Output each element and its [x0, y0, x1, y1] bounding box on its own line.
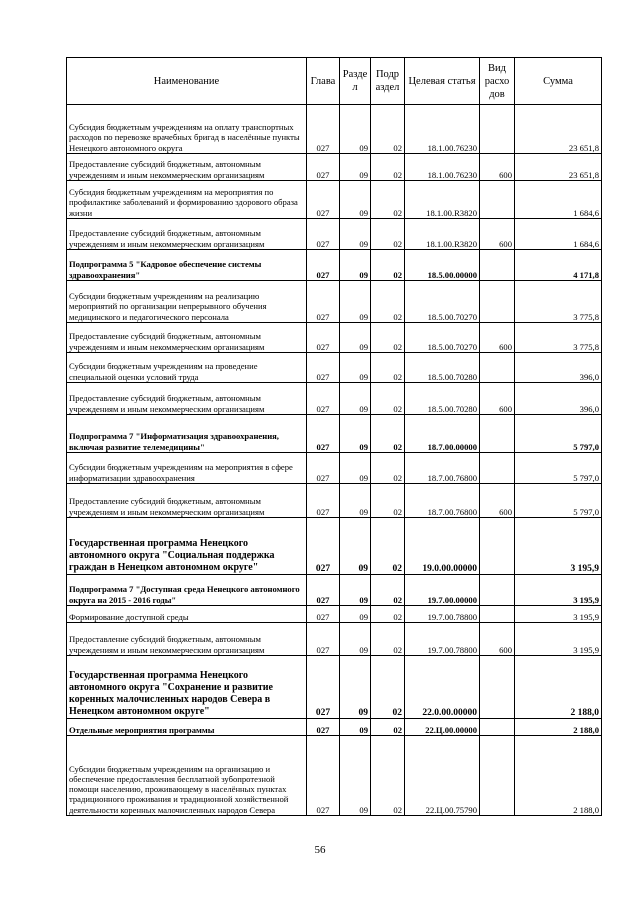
cell-razdel: 09: [340, 719, 371, 736]
cell-summa: 5 797,0: [515, 415, 602, 453]
cell-razdel: 09: [340, 484, 371, 518]
cell-vid: 600: [480, 323, 515, 353]
cell-podrazdel: 02: [371, 719, 405, 736]
cell-razdel: 09: [340, 623, 371, 656]
cell-razdel: 09: [340, 105, 371, 154]
cell-razdel: 09: [340, 415, 371, 453]
cell-vid: 600: [480, 219, 515, 250]
cell-summa: 23 651,8: [515, 154, 602, 181]
cell-name: Подпрограмма 7 "Доступная среда Ненецкого автономного округа на 2015 - 2016 годы": [67, 575, 307, 606]
header-celevaya: Целевая статья: [405, 58, 480, 105]
cell-name: Государственная программа Ненецкого автономного округа "Сохранение и развитие коренных малочисленных народов Севера в Ненецком автономном округе": [67, 656, 307, 719]
cell-podrazdel: 02: [371, 575, 405, 606]
budget-table: [66, 57, 602, 816]
cell-celevaya: 22.0.00.00000: [405, 656, 480, 719]
cell-razdel: 09: [340, 219, 371, 250]
cell-podrazdel: 02: [371, 484, 405, 518]
cell-name: Субсидии бюджетным учреждениям на реализацию мероприятий по организации непрерывного обучения медицинского и педагогического персонала: [67, 281, 307, 323]
cell-celevaya: 19.7.00.78800: [405, 606, 480, 623]
cell-celevaya: 18.1.00.R3820: [405, 219, 480, 250]
table-header-row: [67, 58, 602, 105]
cell-razdel: 09: [340, 575, 371, 606]
cell-summa: 2 188,0: [515, 656, 602, 719]
cell-glava: 027: [307, 656, 340, 719]
table-row: [67, 453, 602, 484]
cell-celevaya: 19.7.00.78800: [405, 623, 480, 656]
table-row-program: [67, 656, 602, 719]
cell-summa: 1 684,6: [515, 219, 602, 250]
table-row: [67, 484, 602, 518]
cell-podrazdel: 02: [371, 281, 405, 323]
cell-summa: 2 188,0: [515, 736, 602, 816]
cell-podrazdel: 02: [371, 518, 405, 575]
cell-vid: [480, 353, 515, 383]
cell-vid: [480, 736, 515, 816]
cell-vid: [480, 105, 515, 154]
cell-razdel: 09: [340, 154, 371, 181]
cell-razdel: 09: [340, 281, 371, 323]
table-row-subprogram: [67, 415, 602, 453]
cell-vid: [480, 575, 515, 606]
cell-vid: [480, 656, 515, 719]
cell-razdel: 09: [340, 518, 371, 575]
header-podrazdel: Подр аздел: [371, 58, 405, 105]
cell-glava: 027: [307, 606, 340, 623]
header-razdel: Разде л: [340, 58, 371, 105]
cell-celevaya: 18.1.00.76230: [405, 154, 480, 181]
cell-vid: 600: [480, 154, 515, 181]
cell-name: Предоставление субсидий бюджетным, автономным учреждениям и иным некоммерческим организациям: [67, 383, 307, 415]
cell-vid: [480, 250, 515, 281]
cell-celevaya: 19.7.00.00000: [405, 575, 480, 606]
cell-glava: 027: [307, 181, 340, 219]
cell-vid: [480, 453, 515, 484]
cell-name: Предоставление субсидий бюджетным, автономным учреждениям и иным некоммерческим организациям: [67, 484, 307, 518]
cell-summa: 5 797,0: [515, 484, 602, 518]
cell-celevaya: 22.Ц.00.00000: [405, 719, 480, 736]
cell-glava: 027: [307, 719, 340, 736]
page-number: 56: [314, 844, 326, 856]
cell-podrazdel: 02: [371, 181, 405, 219]
cell-celevaya: 18.5.00.70280: [405, 383, 480, 415]
table-row-subprogram: [67, 575, 602, 606]
cell-glava: 027: [307, 219, 340, 250]
cell-summa: 23 651,8: [515, 105, 602, 154]
table-row: [67, 606, 602, 623]
table-row: [67, 219, 602, 250]
cell-razdel: 09: [340, 323, 371, 353]
cell-celevaya: 18.5.00.70270: [405, 323, 480, 353]
cell-name: Субсидии бюджетным учреждениям на проведение специальной оценки условий труда: [67, 353, 307, 383]
cell-podrazdel: 02: [371, 353, 405, 383]
cell-glava: 027: [307, 484, 340, 518]
cell-celevaya: 22.Ц.00.75790: [405, 736, 480, 816]
cell-vid: [480, 719, 515, 736]
table-row: [67, 353, 602, 383]
cell-razdel: 09: [340, 250, 371, 281]
cell-podrazdel: 02: [371, 415, 405, 453]
cell-celevaya: 18.1.00.R3820: [405, 181, 480, 219]
cell-glava: 027: [307, 105, 340, 154]
cell-glava: 027: [307, 518, 340, 575]
cell-summa: 3 775,8: [515, 323, 602, 353]
cell-podrazdel: 02: [371, 323, 405, 353]
cell-celevaya: 18.7.00.76800: [405, 484, 480, 518]
cell-name: Государственная программа Ненецкого автономного округа "Социальная поддержка граждан в Ненецком автономном округе": [67, 518, 307, 575]
cell-glava: 027: [307, 623, 340, 656]
cell-celevaya: 18.1.00.76230: [405, 105, 480, 154]
table-row: [67, 281, 602, 323]
cell-name: Формирование доступной среды: [67, 606, 307, 623]
cell-razdel: 09: [340, 656, 371, 719]
cell-name: Предоставление субсидий бюджетным, автономным учреждениям и иным некоммерческим организациям: [67, 219, 307, 250]
table-row: [67, 383, 602, 415]
cell-razdel: 09: [340, 383, 371, 415]
cell-podrazdel: 02: [371, 219, 405, 250]
cell-razdel: 09: [340, 606, 371, 623]
cell-summa: 3 195,9: [515, 518, 602, 575]
cell-celevaya: 18.5.00.00000: [405, 250, 480, 281]
cell-summa: 5 797,0: [515, 453, 602, 484]
cell-summa: 1 684,6: [515, 181, 602, 219]
table-row-subprogram: [67, 250, 602, 281]
table-row: [67, 736, 602, 816]
cell-podrazdel: 02: [371, 606, 405, 623]
cell-podrazdel: 02: [371, 453, 405, 484]
cell-vid: [480, 518, 515, 575]
cell-glava: 027: [307, 736, 340, 816]
table-row-program: [67, 518, 602, 575]
table-row: [67, 154, 602, 181]
cell-podrazdel: 02: [371, 656, 405, 719]
table-row: [67, 181, 602, 219]
cell-razdel: 09: [340, 353, 371, 383]
cell-podrazdel: 02: [371, 105, 405, 154]
cell-summa: 3 195,9: [515, 623, 602, 656]
cell-vid: [480, 181, 515, 219]
cell-vid: 600: [480, 484, 515, 518]
cell-name: Предоставление субсидий бюджетным, автономным учреждениям и иным некоммерческим организациям: [67, 323, 307, 353]
cell-glava: 027: [307, 383, 340, 415]
cell-podrazdel: 02: [371, 623, 405, 656]
cell-summa: 3 195,9: [515, 575, 602, 606]
cell-summa: 2 188,0: [515, 719, 602, 736]
cell-glava: 027: [307, 323, 340, 353]
cell-summa: 3 775,8: [515, 281, 602, 323]
table-row: [67, 623, 602, 656]
cell-name: Предоставление субсидий бюджетным, автономным учреждениям и иным некоммерческим организациям: [67, 623, 307, 656]
cell-vid: 600: [480, 623, 515, 656]
cell-celevaya: 18.7.00.00000: [405, 415, 480, 453]
cell-summa: 3 195,9: [515, 606, 602, 623]
cell-name: Подпрограмма 7 "Информатизация здравоохранения, включая развитие телемедицины": [67, 415, 307, 453]
cell-name: Субсидия бюджетным учреждениям на мероприятия по профилактике заболеваний и формированию здорового образа жизни: [67, 181, 307, 219]
cell-name: Предоставление субсидий бюджетным, автономным учреждениям и иным некоммерческим организациям: [67, 154, 307, 181]
header-glava: Глава: [307, 58, 340, 105]
table-row: [67, 323, 602, 353]
cell-summa: 396,0: [515, 353, 602, 383]
table-row-activity: [67, 719, 602, 736]
cell-name: Подпрограмма 5 "Кадровое обеспечение системы здравоохранения": [67, 250, 307, 281]
cell-podrazdel: 02: [371, 383, 405, 415]
cell-name: Субсидии бюджетным учреждениям на мероприятия в сфере информатизации здравоохранения: [67, 453, 307, 484]
cell-vid: 600: [480, 383, 515, 415]
cell-name: Субсидии бюджетным учреждениям на организацию и обеспечение предоставления бесплатной зубопротезной помощи населению, проживающему в населённых пунктах традиционного проживания и традиционной хозяйственной деятельности коренных малочисленных народов Севера: [67, 736, 307, 816]
table-row: [67, 105, 602, 154]
header-name: Наименование: [67, 58, 307, 105]
cell-vid: [480, 281, 515, 323]
cell-glava: 027: [307, 575, 340, 606]
cell-celevaya: 18.5.00.70280: [405, 353, 480, 383]
header-summa: Сумма: [515, 58, 602, 105]
cell-summa: 396,0: [515, 383, 602, 415]
cell-podrazdel: 02: [371, 154, 405, 181]
cell-vid: [480, 415, 515, 453]
cell-summa: 4 171,8: [515, 250, 602, 281]
cell-celevaya: 18.5.00.70270: [405, 281, 480, 323]
cell-glava: 027: [307, 281, 340, 323]
cell-glava: 027: [307, 453, 340, 484]
cell-glava: 027: [307, 250, 340, 281]
cell-glava: 027: [307, 154, 340, 181]
cell-celevaya: 19.0.00.00000: [405, 518, 480, 575]
cell-celevaya: 18.7.00.76800: [405, 453, 480, 484]
cell-razdel: 09: [340, 453, 371, 484]
cell-glava: 027: [307, 353, 340, 383]
cell-name: Отдельные мероприятия программы: [67, 719, 307, 736]
cell-name: Субсидия бюджетным учреждениям на оплату транспортных расходов по перевозке врачебных бригад в населённые пункты Ненецкого автономного округа: [67, 105, 307, 154]
cell-glava: 027: [307, 415, 340, 453]
cell-podrazdel: 02: [371, 250, 405, 281]
cell-razdel: 09: [340, 181, 371, 219]
header-vid: Вид расхо дов: [480, 58, 515, 105]
cell-podrazdel: 02: [371, 736, 405, 816]
cell-razdel: 09: [340, 736, 371, 816]
cell-vid: [480, 606, 515, 623]
